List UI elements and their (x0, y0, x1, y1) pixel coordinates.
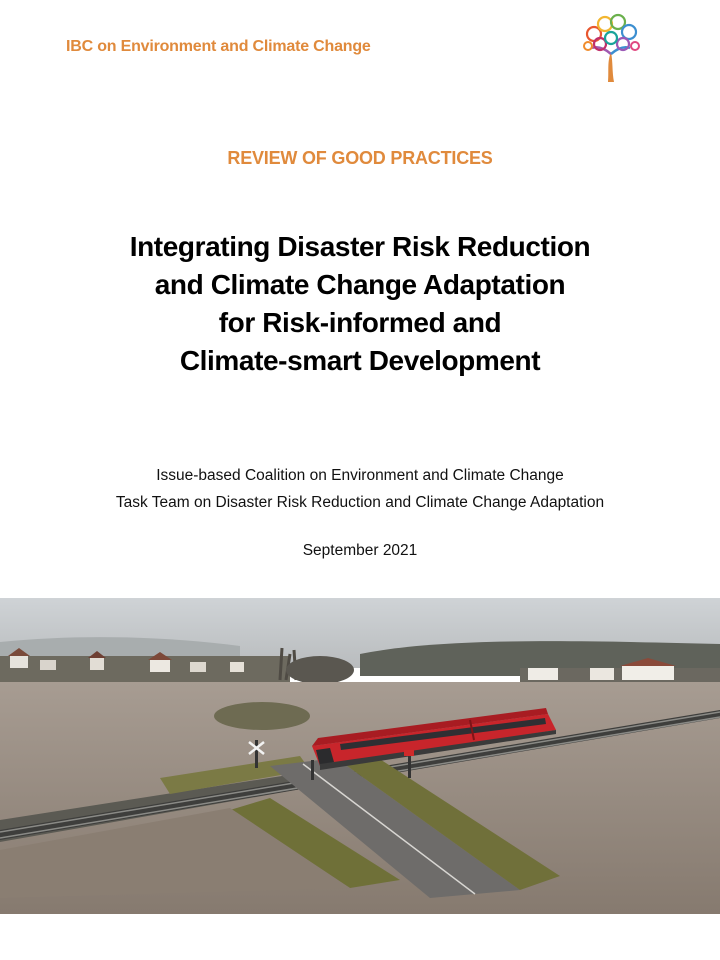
publication-date: September 2021 (302, 542, 418, 559)
title-line: Integrating Disaster Risk Reduction (129, 231, 591, 262)
document-title (0, 228, 720, 380)
document-subtitle (0, 462, 720, 516)
title-line: Climate-smart Development (179, 345, 541, 376)
subtitle-line: Issue-based Coalition on Environment and Climate Change (156, 467, 564, 484)
multicolor-tree-logo-icon (578, 12, 644, 84)
flooded-landscape-train-photo (0, 598, 720, 914)
subtitle-line: Task Team on Disaster Risk Reduction and Climate Change Adaptation (115, 494, 605, 511)
organization-header: IBC on Environment and Climate Change (66, 38, 371, 55)
title-line: for Risk-informed and (218, 307, 502, 338)
section-label: REVIEW OF GOOD PRACTICES (227, 148, 493, 168)
title-line: and Climate Change Adaptation (154, 269, 566, 300)
